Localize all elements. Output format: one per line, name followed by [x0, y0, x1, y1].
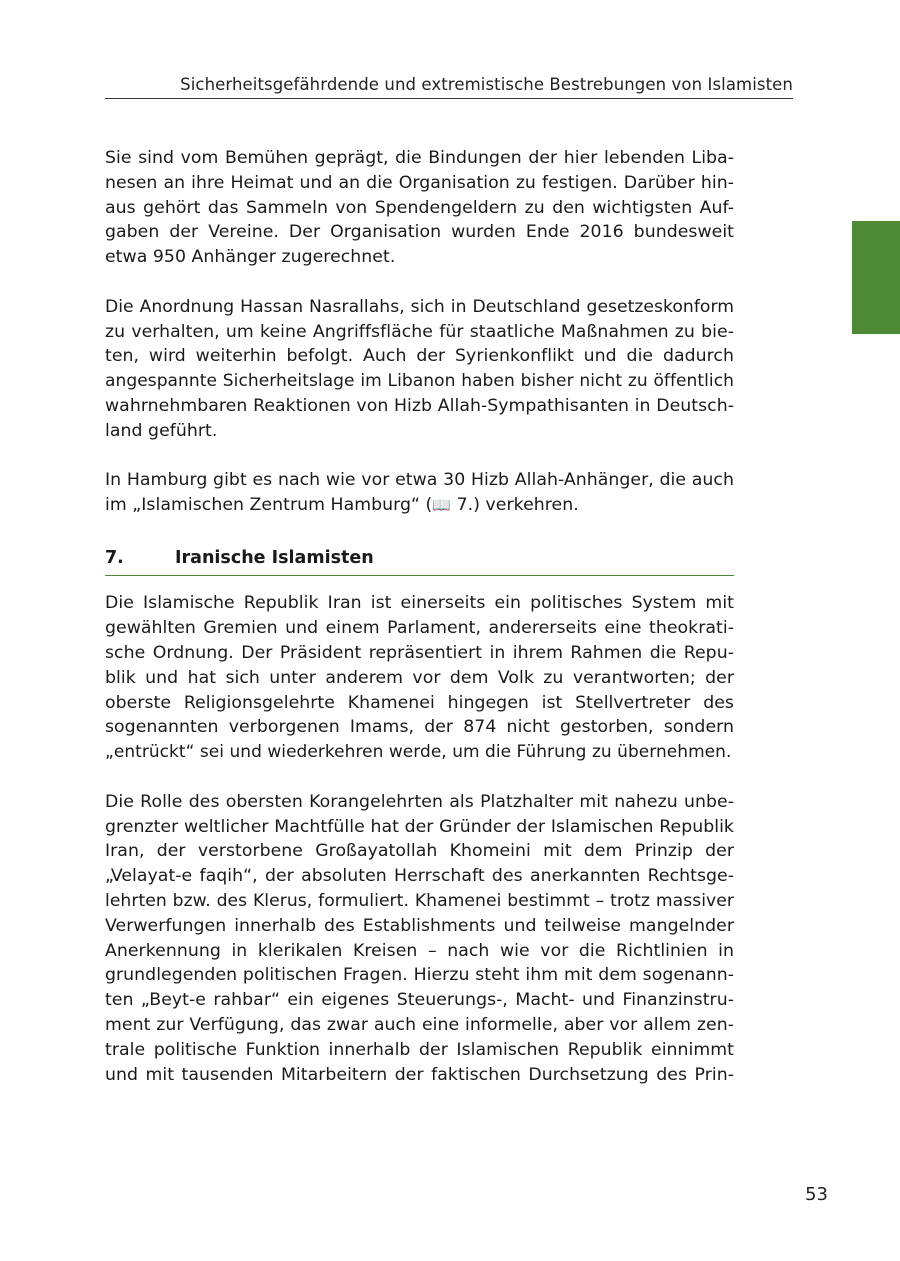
text-line: aus gehört das Sammeln von Spendengeldern zu den wichtigsten Auf-: [105, 197, 734, 218]
paragraph-1: [105, 146, 734, 270]
reference-text-before: im „Islamischen Zentrum Hamburg“ (: [105, 495, 433, 516]
reference-text-after: 7.) verkehren.: [451, 495, 579, 516]
text-line: angespannte Sicherheitslage im Libanon haben bisher nicht zu öffentlich: [105, 371, 734, 392]
text-line: In Hamburg gibt es nach wie vor etwa 30 Hizb Allah-Anhänger, die auch: [105, 470, 734, 491]
text-line: ten, wird weiterhin befolgt. Auch der Syrienkonflikt und die dadurch: [105, 346, 734, 367]
text-line: „entrückt“ sei und wiederkehren werde, um die Führung zu übernehmen.: [105, 742, 732, 763]
text-line: ment zur Verfügung, das zwar auch eine informelle, aber vor allem zen-: [105, 1015, 734, 1035]
section-number: 7.: [105, 548, 124, 569]
text-line-with-reference: [105, 493, 734, 518]
header-rule: [105, 98, 793, 99]
text-line: land geführt.: [105, 420, 218, 441]
text-line: sogenannten verborgenen Imams, der 874 nicht gestorben, sondern: [105, 717, 734, 738]
text-line: lehrten bzw. des Klerus, formuliert. Khamenei bestimmt – trotz massiver: [105, 891, 734, 912]
text-line: Die Islamische Republik Iran ist einerseits ein politisches System mit: [105, 593, 734, 614]
text-line: „Velayat-e faqih“, der absoluten Herrschaft des anerkannten Rechtsge-: [105, 866, 734, 887]
text-line: Anerkennung in klerikalen Kreisen – nach wie vor die Richtlinien in: [105, 940, 734, 961]
page-body: [105, 146, 734, 1087]
section-paragraph-1: [105, 591, 734, 765]
text-line: grundlegenden politischen Fragen. Hierzu steht ihm mit dem sogenann-: [105, 965, 734, 986]
text-line: und mit tausenden Mitarbeitern der faktischen Durchsetzung des Prin-: [105, 1064, 734, 1085]
text-line: nesen an ihre Heimat und an die Organisation zu festigen. Darüber hin-: [105, 172, 734, 193]
text-line: wahrnehmbaren Reaktionen von Hizb Allah-Sympathisanten in Deutsch-: [105, 395, 734, 416]
chapter-tab-marker: [852, 221, 900, 334]
text-line: ten „Beyt-e rahbar“ ein eigenes Steuerungs-, Macht- und Finanzinstru-: [105, 990, 734, 1011]
section-heading: [105, 542, 734, 576]
text-line: trale politische Funktion innerhalb der Islamischen Republik einnimmt: [105, 1039, 734, 1060]
text-line: grenzter weltlicher Machtfülle hat der Gründer der Islamischen Republik: [105, 816, 734, 837]
text-line: zu verhalten, um keine Angriffsfläche für staatliche Maßnahmen zu bie-: [105, 321, 734, 342]
section-title: Iranische Islamisten: [175, 548, 374, 569]
text-line: Die Rolle des obersten Korangelehrten als Platzhalter mit nahezu unbe-: [105, 791, 734, 812]
text-line: Sie sind vom Bemühen geprägt, die Bindungen der hier lebenden Liba-: [105, 148, 734, 168]
running-header: Sicherheitsgefährdende und extremistische Bestrebungen von Islamisten: [180, 75, 793, 94]
text-line: blik und hat sich unter anderem vor dem Volk zu verantworten; der: [105, 667, 734, 688]
text-line: etwa 950 Anhänger zugerechnet.: [105, 247, 396, 268]
book-icon: 📖: [432, 496, 452, 515]
page-number: 53: [805, 1184, 828, 1205]
paragraph-2: [105, 295, 734, 444]
text-line: Iran, der verstorbene Großayatollah Khomeini mit dem Prinzip der: [105, 841, 734, 862]
text-line: gewählten Gremien und einem Parlament, andererseits eine theokrati-: [105, 618, 734, 639]
paragraph-3: [105, 468, 734, 518]
text-line: oberste Religionsgelehrte Khamenei hingegen ist Stellvertreter des: [105, 692, 734, 713]
text-line: Verwerfungen innerhalb des Establishments und teilweise mangelnder: [105, 915, 734, 936]
text-line: sche Ordnung. Der Präsident repräsentiert in ihrem Rahmen die Repu-: [105, 643, 734, 664]
text-line: gaben der Vereine. Der Organisation wurden Ende 2016 bundesweit: [105, 222, 734, 243]
text-line: Die Anordnung Hassan Nasrallahs, sich in Deutschland gesetzeskonform: [105, 296, 734, 317]
section-paragraph-2: [105, 790, 734, 1088]
